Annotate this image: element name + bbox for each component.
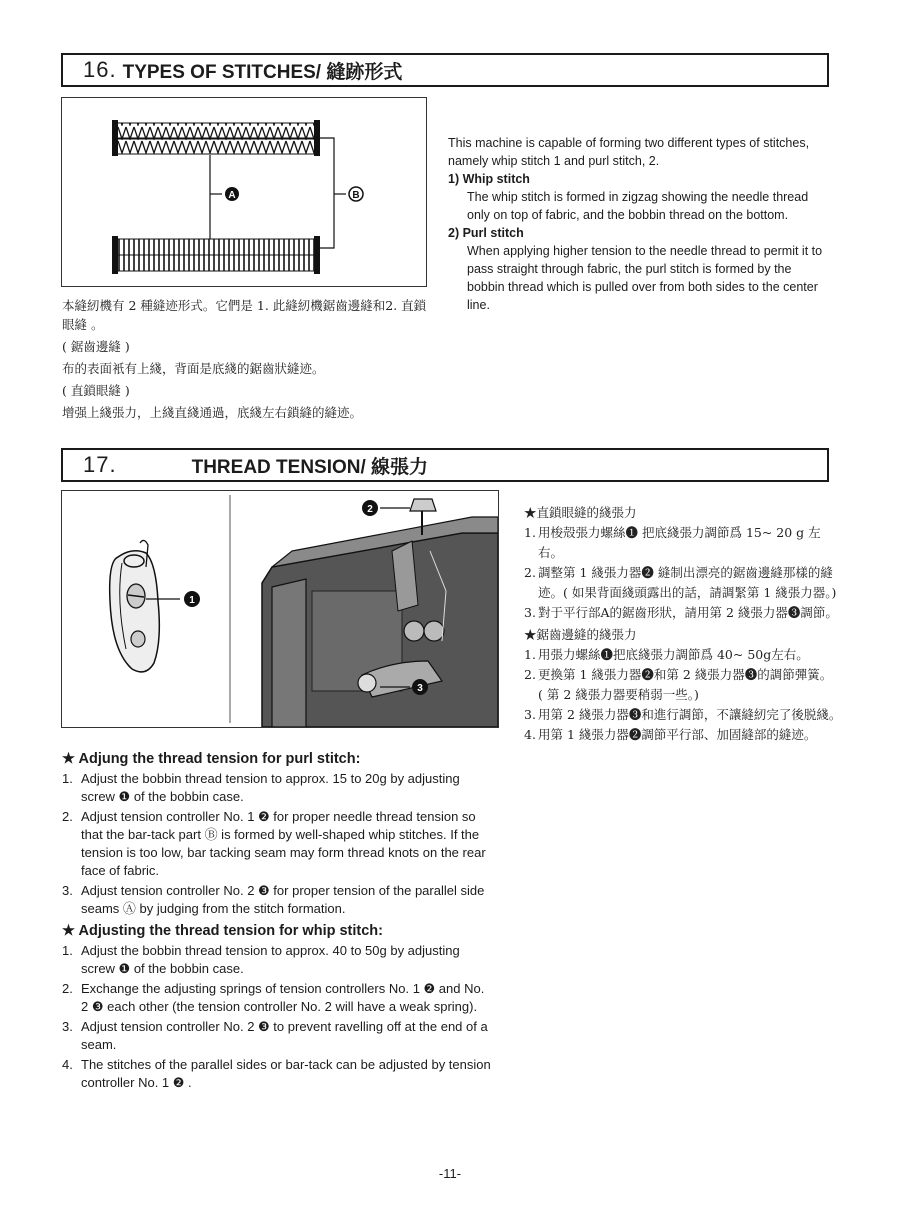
list-item: 3. Adjust tension controller No. 2 ❸ for proper tension of the parallel side seams Ⓐ by judging from the stitch formation. [62, 883, 485, 916]
list-item: 3. 用第 2 綫張力器❸和進行調節，不讓縫紉完了後脱綫。 [524, 707, 842, 722]
label-2: 2 [367, 504, 373, 515]
section-16-title: TYPES OF STITCHES/ 縫跡形式 [122, 61, 403, 83]
section-17-chinese [524, 503, 844, 747]
stitch-diagram [62, 98, 426, 286]
cn-whip-text: 布的表面衹有上綫，背面是底綫的鋸齒狀縫迹。 [62, 361, 325, 376]
sewing-machine-drawing [262, 499, 498, 727]
list-item: 1. 用張力螺絲❶把底綫張力調節爲 40~ 50g左右。 [524, 647, 809, 662]
purl-stitch-text: When applying higher tension to the needle thread to permit it to pass straight through fabric, the purl stitch is formed by the bobbin thread which is pulled over from both sides to the center line. [467, 244, 823, 312]
list-item: 1. Adjust the bobbin thread tension to approx. 15 to 20g by adjusting screw ❶ of the bobbin case. [62, 771, 460, 804]
whip-stitch-heading: 1) Whip stitch [448, 172, 530, 186]
en-whip-tension-list [62, 942, 494, 1092]
list-item: 3. 對于平行部A的鋸齒形狀，請用第 2 綫張力器❸調節。 [524, 605, 838, 620]
page-number: -11- [438, 1166, 462, 1181]
label-3: 3 [417, 683, 423, 694]
list-item: 2. 更換第 1 綫張力器❷和第 2 綫張力器❸的調節彈簧。 ( 第 2 綫張力器要稍弱一些。) [524, 667, 833, 702]
cn-whip-tension-heading: ★鋸齒邊縫的綫張力 [524, 627, 637, 642]
list-item: 2. 調整第 1 綫張力器❷ 縫制出漂亮的鋸齒邊縫那樣的縫迹。( 如果背面綫頭露出的話，請調緊第 1 綫張力器。) [524, 565, 837, 600]
list-item: 4. The stitches of the parallel sides or bar-tack can be adjusted by tension controller No. 1 ❷ . [62, 1057, 491, 1090]
cn-intro: 本縫紉機有 2 種縫迹形式。它們是 1. 此縫紉機鋸齒邊縫和2. 直鎖眼縫 。 [62, 298, 427, 332]
whip-stitch-sample [112, 120, 320, 156]
list-item: 2. Adjust tension controller No. 1 ❷ for proper needle thread tension so that the bar-tack part Ⓑ is formed by well-shaped whip stitches. If the tension is too low, bar tacking seam may form thread knots on the rear face of fabric. [62, 809, 486, 878]
en-purl-tension-heading: ★ Adjung the thread tension for purl stitch: [62, 751, 361, 767]
cn-purl-tension-heading: ★直鎖眼縫的綫張力 [524, 505, 637, 520]
purl-stitch-sample [112, 236, 320, 274]
section-16-number: 16. [83, 57, 117, 82]
section-17-title: THREAD TENSION/ 線張力 [191, 456, 429, 478]
cn-whip-note: ( 第 2 綫張力器要稍弱一些。) [538, 687, 699, 702]
section-16-english [448, 134, 832, 314]
section-17-english [62, 750, 494, 1096]
purl-stitch-heading: 2) Purl stitch [448, 226, 524, 240]
list-item: 2. Exchange the adjusting springs of tension controllers No. 1 ❷ and No. 2 ❸ each other (the tension controller No. 2 will have a weak spring). [62, 981, 485, 1014]
cn-purl-text: 增强上綫張力，上綫直綫通過，底綫左右鎖縫的縫迹。 [62, 405, 363, 420]
cn-purl-tension-list [524, 523, 844, 623]
label-1: 1 [189, 595, 195, 606]
list-item: 3. Adjust tension controller No. 2 ❸ to prevent ravelling off at the end of a seam. [62, 1019, 488, 1052]
list-item: 4. 用第 1 綫張力器❷調節平行部、加固縫部的縫迹。 [524, 727, 817, 742]
thread-tension-figure [61, 490, 499, 728]
en-whip-tension-heading: ★ Adjusting the thread tension for whip stitch: [62, 923, 383, 939]
tension-diagram [62, 491, 498, 727]
label-a: A [228, 190, 236, 201]
cn-whip-tension-list [524, 645, 844, 745]
whip-stitch-text: The whip stitch is formed in zigzag showing the needle thread only on top of fabric, and the bobbin thread on the bottom. [467, 190, 809, 222]
cn-purl-heading: ( 直鎖眼縫 ) [62, 383, 130, 398]
en-purl-tension-list [62, 770, 494, 918]
list-item: 1. Adjust the bobbin thread tension to approx. 40 to 50g by adjusting screw ❶ of the bobbin case. [62, 943, 460, 976]
section-17-header [61, 448, 829, 482]
bobbin-case-drawing [110, 540, 180, 671]
section-16-header [61, 53, 829, 87]
section-16-chinese [62, 296, 432, 422]
section-17-number: 17. [83, 452, 117, 477]
list-item: 1. 用梭殻張力螺絲❶ 把底綫張力調節爲 15~ 20 g 左右。 [524, 525, 821, 560]
sec16-intro: This machine is capable of forming two different types of stitches, namely whip stitch 1 and purl stitch, 2. [448, 136, 810, 168]
label-b: B [352, 190, 360, 201]
stitch-types-figure [61, 97, 427, 287]
cn-whip-heading: ( 鋸齒邊縫 ) [62, 339, 130, 354]
